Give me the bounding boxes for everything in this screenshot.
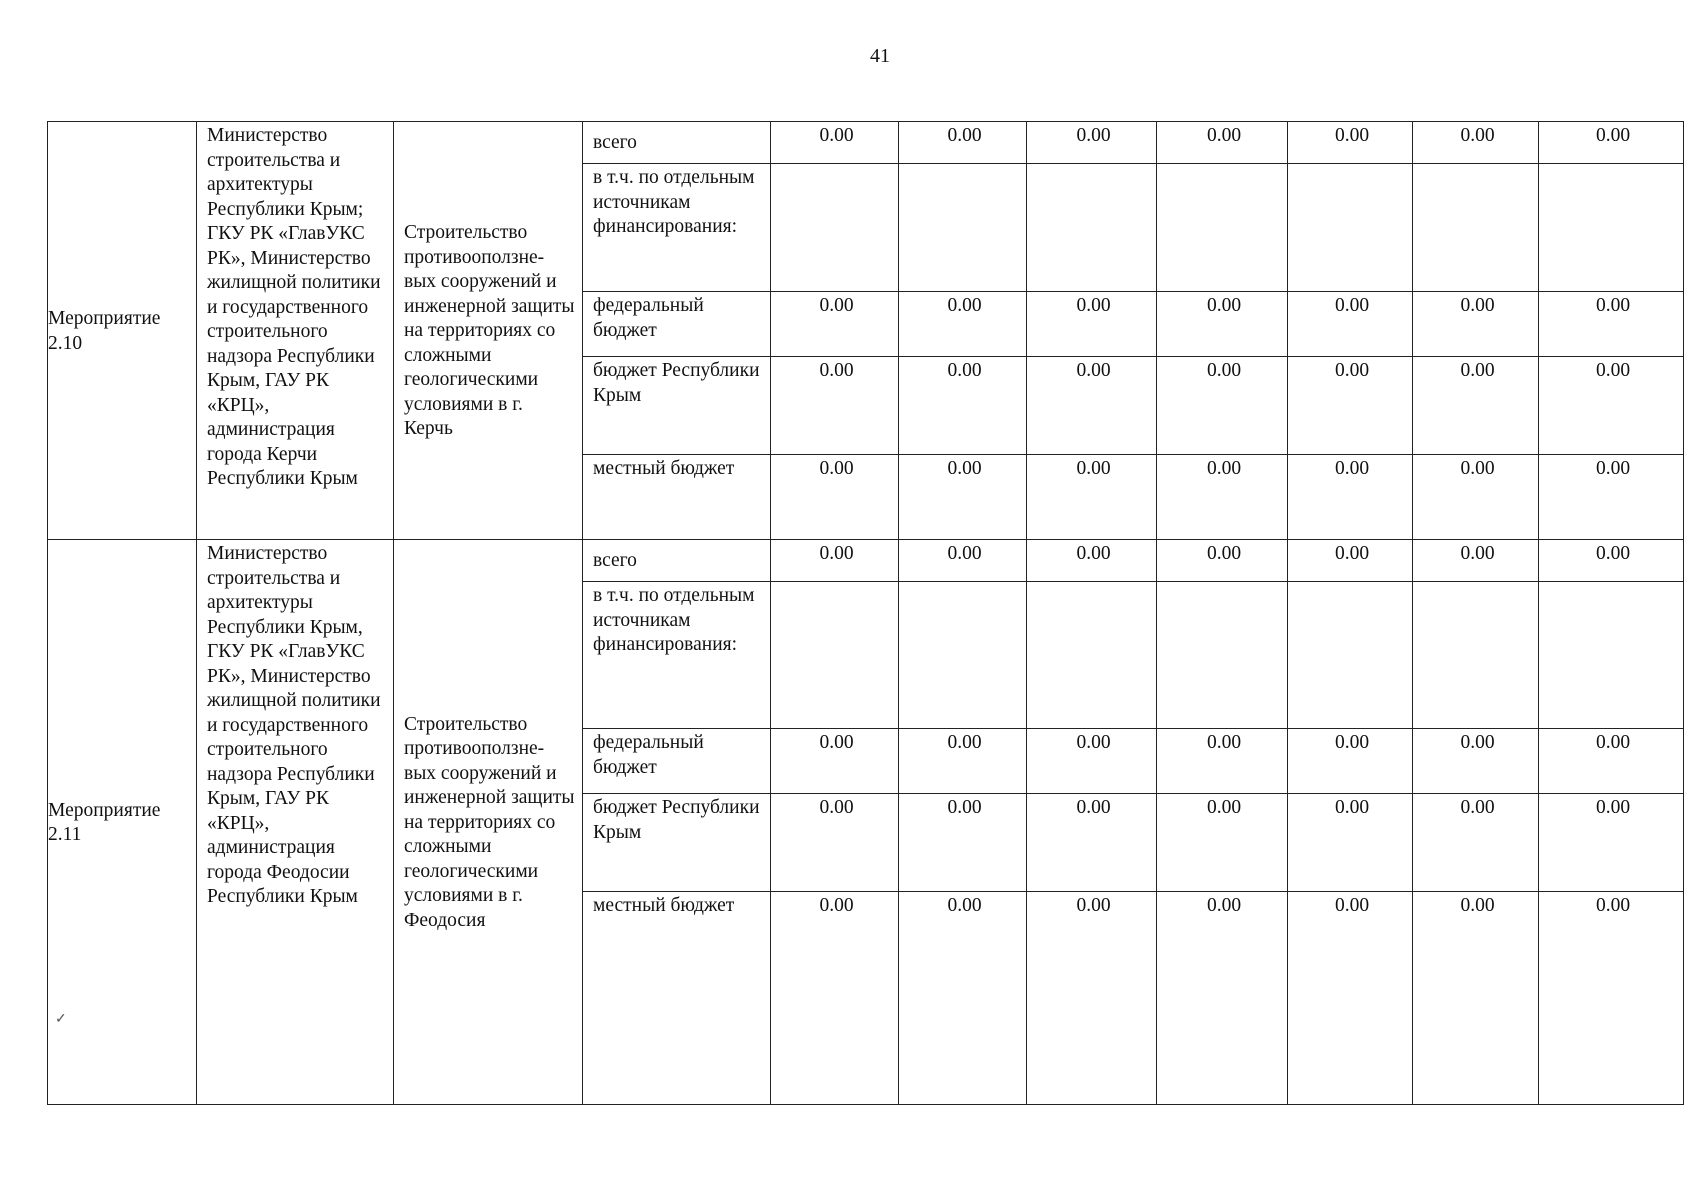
source-label: федеральный бюджет (583, 729, 771, 794)
budget-table (47, 121, 1684, 1105)
value-cell (1027, 164, 1157, 292)
value-cell: 0.00 (899, 455, 1027, 540)
value-cell (1413, 582, 1539, 729)
value-cell: 0.00 (1027, 540, 1157, 582)
value-cell: 0.00 (1539, 892, 1684, 1105)
value-cell (899, 582, 1027, 729)
value-cell: 0.00 (1157, 292, 1288, 357)
value-cell: 0.00 (1288, 729, 1413, 794)
value-cell (1027, 582, 1157, 729)
value-cell: 0.00 (1539, 729, 1684, 794)
value-cell: 0.00 (1027, 794, 1157, 892)
value-cell: 0.00 (1157, 729, 1288, 794)
source-label: всего (583, 122, 771, 164)
table-row (48, 122, 1684, 164)
source-label: бюджет Республики Крым (583, 357, 771, 455)
value-cell: 0.00 (899, 122, 1027, 164)
table-row (48, 540, 1684, 582)
value-cell: 0.00 (1288, 122, 1413, 164)
value-cell: 0.00 (1027, 292, 1157, 357)
value-cell: 0.00 (1157, 455, 1288, 540)
value-cell: 0.00 (1413, 794, 1539, 892)
value-cell: 0.00 (771, 794, 899, 892)
value-cell: 0.00 (1288, 540, 1413, 582)
value-cell: 0.00 (1539, 794, 1684, 892)
value-cell: 0.00 (1413, 357, 1539, 455)
value-cell (1157, 164, 1288, 292)
value-cell: 0.00 (771, 892, 899, 1105)
value-cell: 0.00 (1539, 122, 1684, 164)
value-cell: 0.00 (1413, 122, 1539, 164)
value-cell (1288, 582, 1413, 729)
value-cell: 0.00 (899, 540, 1027, 582)
value-cell: 0.00 (1539, 292, 1684, 357)
description-cell: Строительство противооползне-вых сооружений и инженерной защиты на территориях со сложными геологическими условиями в г. Керчь (394, 122, 583, 540)
value-cell: 0.00 (1288, 357, 1413, 455)
value-cell: 0.00 (899, 729, 1027, 794)
value-cell: 0.00 (1413, 292, 1539, 357)
value-cell: 0.00 (1157, 357, 1288, 455)
value-cell: 0.00 (1157, 540, 1288, 582)
value-cell: 0.00 (771, 455, 899, 540)
page-number: 41 (870, 45, 890, 67)
value-cell: 0.00 (771, 292, 899, 357)
value-cell: 0.00 (1413, 540, 1539, 582)
value-cell (899, 164, 1027, 292)
source-label: федеральный бюджет (583, 292, 771, 357)
value-cell (1413, 164, 1539, 292)
value-cell: 0.00 (1157, 122, 1288, 164)
value-cell: 0.00 (1027, 357, 1157, 455)
value-cell: 0.00 (1288, 292, 1413, 357)
event-cell: Мероприятие 2.11 (48, 540, 197, 1105)
value-cell (771, 164, 899, 292)
value-cell: 0.00 (899, 357, 1027, 455)
value-cell: 0.00 (1157, 892, 1288, 1105)
event-cell: Мероприятие 2.10 (48, 122, 197, 540)
source-label: всего (583, 540, 771, 582)
value-cell: 0.00 (771, 540, 899, 582)
value-cell: 0.00 (1539, 357, 1684, 455)
value-cell: 0.00 (1288, 455, 1413, 540)
value-cell: 0.00 (1288, 892, 1413, 1105)
value-cell (1539, 164, 1684, 292)
value-cell: 0.00 (1413, 455, 1539, 540)
value-cell (1288, 164, 1413, 292)
value-cell: 0.00 (1413, 892, 1539, 1105)
source-label: бюджет Республики Крым (583, 794, 771, 892)
scan-mark: ✓ (55, 1012, 67, 1027)
value-cell (1157, 582, 1288, 729)
value-cell: 0.00 (899, 794, 1027, 892)
value-cell: 0.00 (1539, 540, 1684, 582)
value-cell (771, 582, 899, 729)
value-cell: 0.00 (771, 357, 899, 455)
value-cell: 0.00 (1539, 455, 1684, 540)
value-cell: 0.00 (1413, 729, 1539, 794)
value-cell: 0.00 (899, 292, 1027, 357)
value-cell: 0.00 (1027, 729, 1157, 794)
value-cell: 0.00 (1157, 794, 1288, 892)
source-label: в т.ч. по отдельным источникам финансирования: (583, 164, 771, 292)
value-cell: 0.00 (1027, 122, 1157, 164)
description-cell: Строительство противооползне-вых сооружений и инженерной защиты на территориях со сложными геологическими условиями в г. Феодосия (394, 540, 583, 1105)
source-label: в т.ч. по отдельным источникам финансирования: (583, 582, 771, 729)
value-cell: 0.00 (771, 729, 899, 794)
value-cell: 0.00 (1027, 892, 1157, 1105)
value-cell (1539, 582, 1684, 729)
value-cell: 0.00 (1027, 455, 1157, 540)
value-cell: 0.00 (771, 122, 899, 164)
source-label: местный бюджет (583, 892, 771, 1105)
executor-cell: Министерство строительства и архитектуры Республики Крым; ГКУ РК «ГлавУКС РК», Министерство жилищной политики и государственного строительного надзора Республики Крым, ГАУ РК «КРЦ», администрация города Керчи Республики Крым (197, 122, 394, 540)
value-cell: 0.00 (899, 892, 1027, 1105)
value-cell: 0.00 (1288, 794, 1413, 892)
source-label: местный бюджет (583, 455, 771, 540)
executor-cell: Министерство строительства и архитектуры Республики Крым, ГКУ РК «ГлавУКС РК», Министерство жилищной политики и государственного строительного надзора Республики Крым, ГАУ РК «КРЦ», администрация города Феодосии Республики Крым (197, 540, 394, 1105)
